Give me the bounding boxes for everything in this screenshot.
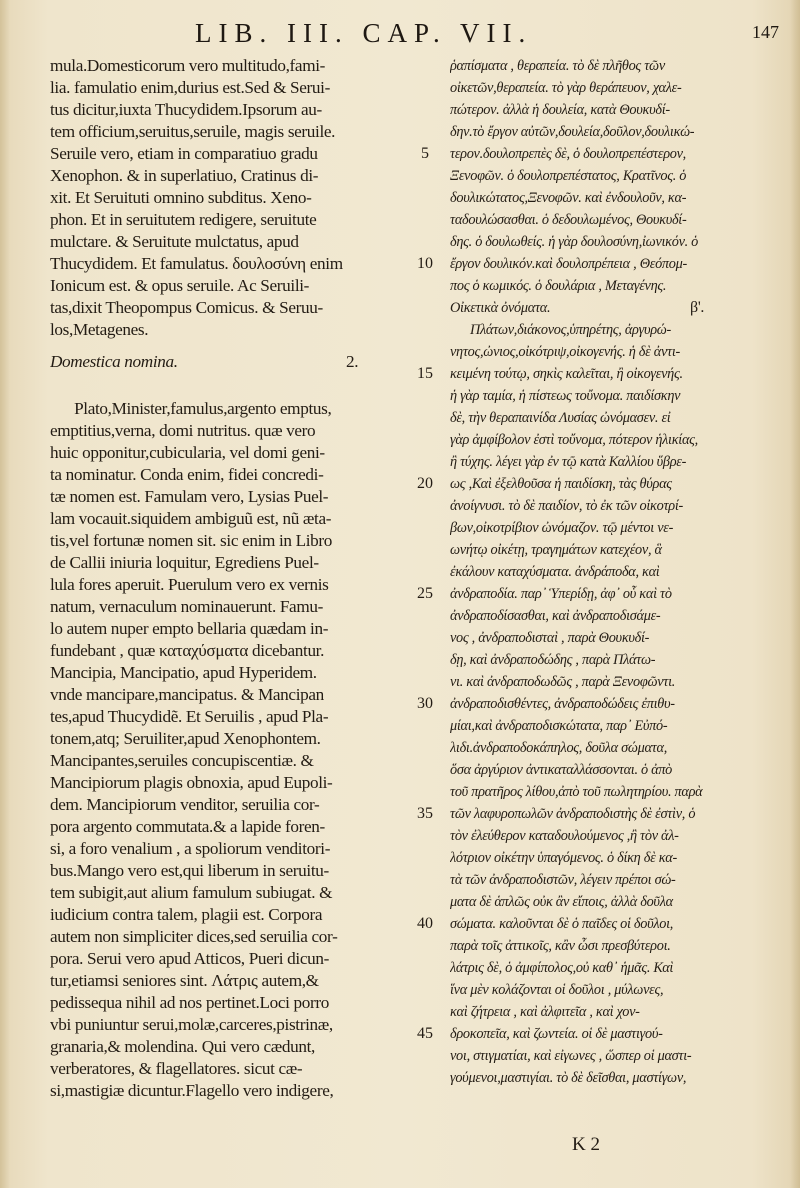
text-line: de Callii iniuria loquitur, Egrediens Puel- [50,553,319,572]
text-line: δροκοπεῖα, καὶ ζωντεία. οἱ δὲ μαστιγού- [450,1026,663,1042]
text-line: ως ,Καὶ ἐξελθοῦσα ἡ παιδίσκη, τὰς θύρας [450,476,672,492]
section-heading [50,351,405,373]
text-line: οἰκετῶν,θεραπεία. τὸ γὰρ θεράπευον, χαλε- [450,80,682,96]
text-line: ἀνδραποδισθέντες, ἀνδραποδώδεις ἐπιθυ- [450,696,675,712]
text-line: σώματα. καλοῦνται δὲ ὁ παῖδες οἱ δοῦλοι, [450,916,674,932]
text-line: natum, vernaculum nominauerunt. Famu- [50,597,323,616]
text-line: dem. Mancipiorum venditor, seruilia cor- [50,795,320,814]
text-line: καὶ ζήτρεια , καὶ ἀλφιτεῖα , καὶ χον- [450,1004,640,1020]
text-line: ἐκάλουν καταχύσματα. ἀνδράποδα, καὶ [450,564,660,580]
text-line: ῥαπίσματα , θεραπεία. τὸ δὲ πλῆθος τῶν [450,58,665,74]
text-line: νος , ἀνδραποδισταὶ , παρὰ Θουκυδί- [450,630,650,646]
text-line: ἵνα μὲν κολάζονται οἱ δοῦλοι , μύλωνες, [450,982,664,998]
text-line: huic opponitur,cubicularia, vel domi geni- [50,443,325,462]
text-line: γὰρ ἀμφίβολον ἐστὶ τοὔνομα, πότερον ἡλικίας, [450,432,698,448]
text-line: ὅσα ἀργύριον ἀντικαταλλάσσονται. ὁ ἀπὸ [450,762,673,778]
text-line: δης. ὁ δουλωθείς. ἡ γὰρ δουλοσύνη,ἰωνικόν. ὁ [450,234,699,250]
text-line: si,mastigiæ dicuntur.Flagello vero indigere, [50,1081,334,1100]
section-number: 2. [346,352,359,371]
text-line: lam vocauit.siquidem ambiguũ est, nũ æta- [50,509,332,528]
text-line: lula fores aperuit. Puerulum vero ex vernis [50,575,329,594]
margin-line-number: 20 [417,475,433,492]
text-line: ταδουλώσασθαι. ὁ δεδουλωμένος, Θουκυδί- [450,212,687,228]
text-line: Plato,Minister,famulus,argento emptus, [74,399,332,418]
section-heading [450,297,750,319]
text-line: lia. famulatio enim,durius est.Sed & Serui- [50,78,330,97]
text-line: tem officium,seruitus,seruile, magis seruile. [50,122,336,141]
text-line: tæ nomen est. Famulam vero, Lysias Puel- [50,487,329,506]
text-line: pedissequa nihil ad nos pertinet.Loci porro [50,993,329,1012]
text-line: ἡ γὰρ ταμία, ἡ πίστεως τοὔνομα. παιδίσκην [450,388,681,404]
text-line: vbi puniuntur serui,molæ,carceres,pistrinæ, [50,1015,333,1034]
text-line: tem subigit,aut alium famulum subiugat. & [50,883,333,902]
text-line: mula.Domesticorum vero multitudo,fami- [50,56,326,75]
text-line: fundebant , quæ καταχύσματα dicebantur. [50,641,325,660]
running-head: LIB. III. CAP. VII. [195,18,533,48]
text-line: ἀνδραποδίσασθαι, καὶ ἀνδραποδισάμε- [450,608,661,624]
text-line: ἢ τύχης. λέγει γὰρ ἐν τῷ κατὰ Καλλίου ὕβρε- [450,454,687,470]
text-line: νι. καὶ ἀνδραποδωδῶς , παρὰ Ξενοφῶντι. [450,674,676,690]
text-line: νοι, στιγματίαι, καὶ εἰγωνες , ὥσπερ οἱ μαστι- [450,1048,692,1064]
text-line: si, a foro venalium , a spoliorum venditori- [50,839,331,858]
text-line: bus.Mango vero est,qui liberum in seruitu- [50,861,329,880]
text-line: τοῦ πρατῆρος λίθου,ἀπὸ τοῦ πωλητηρίου. παρὰ [450,784,703,800]
text-line: Seruile vero, etiam in comparatiuo gradu [50,144,318,163]
section-heading-text: Domestica nomina. [50,352,178,371]
margin-line-number: 25 [417,585,433,602]
text-line: γούμενοι,μαστιγίαι. τὸ δὲ δεῖσθαι, μαστίγων, [450,1070,687,1086]
text-line: pora argento commutata.& a lapide foren- [50,817,325,836]
folio-number: 147 [752,22,779,42]
text-line: emptitius,verna, domi nutritus. quæ vero [50,421,316,440]
text-line: Thucydidem. Et famulatus. δουλοσύνη enim [50,254,343,273]
text-line: Mancipiorum plagis obnoxia, apud Eupoli- [50,773,333,792]
text-line: δὲ, τὴν θεραπαινίδα Λυσίας ὠνόμασεν. εἰ [450,410,671,426]
text-line: νητος,ὠνιος,οἰκότριψ,οἰκογενής. ἡ δὲ ἀντι- [450,344,680,360]
text-line: τῶν λαφυροπωλῶν ἀνδραποδιστὴς δὲ ἐστὶν, ὁ [450,806,696,822]
text-line: λάτρις δὲ, ὁ ἀμφίπολος,οὐ καθ᾽ ἡμᾶς. Καὶ [450,960,674,976]
text-line: πώτερον. ἀλλὰ ἡ δουλεία, κατὰ Θουκυδί- [450,102,670,118]
margin-line-number: 5 [421,145,429,162]
page-edge-right [790,0,800,1188]
text-line: los,Metagenes. [50,320,149,339]
text-line: lo autem nuper empto bellaria quædam in- [50,619,329,638]
text-line: Ionicum est. & opus seruile. Ac Seruili- [50,276,310,295]
text-line: tis,vel fortunæ nomen sit. sic enim in Libro [50,531,333,550]
margin-line-number: 40 [417,915,433,932]
text-line: πος ὁ κωμικός. ὁ δουλάρια , Μεταγένης. [450,278,667,294]
margin-line-number: 30 [417,695,433,712]
text-line: verberatores, & flagellatores. sicut cæ- [50,1059,303,1078]
section-number: β'. [690,299,705,316]
text-line: ἀνοίγνυσι. τὸ δὲ παιδίον, τὸ ἐκ τῶν οἰκοτρί- [450,498,683,514]
text-line: Mancipantes,seruiles concupiscentiæ. & [50,751,314,770]
text-line: ἔργον δουλικόν.καὶ δουλοπρέπεια , Θεόπομ- [450,256,687,272]
text-line: pora. Serui vero apud Atticos, Pueri dicun- [50,949,329,968]
text-line: λότριον οἰκέτην ὑπαγόμενος. ὁ δίκη δὲ κα- [450,850,677,866]
text-line: παρὰ τοῖς ἀττικοῖς, κἂν ὦσι πρεσβύτεροι. [450,938,671,954]
text-line: τερον.δουλοπρεπὲς δὲ, ὁ δουλοπρεπέστερον, [450,146,686,162]
text-line: δουλικώτατος,Ξενοφῶν. καὶ ἐνδουλοῦν, κα- [450,190,687,206]
text-line: δῃ, καὶ ἀνδραποδώδης , παρὰ Πλάτω- [450,652,656,668]
text-line: tur,etiamsi seniores sint. Λάτρις autem,& [50,971,319,990]
page-edge-left [0,0,10,1188]
text-line: κειμένη τούτῳ, σηκὶς καλεῖται, ἢ οἰκογενής. [450,366,683,382]
text-line: Πλάτων,διάκονος,ὑπηρέτης, ἀργυρώ- [470,322,671,338]
text-line: ματα δὲ ἁπλῶς οὐκ ἂν εἴποις, ἀλλὰ δοῦλα [450,894,673,910]
text-line: phon. Et in seruitutem redigere, seruitute [50,210,317,229]
text-line: autem non simpliciter dices,sed seruilia cor- [50,927,338,946]
text-line: granaria,& molendina. Qui vero cædunt, [50,1037,315,1056]
text-line: vnde mancipare,mancipatus. & Mancipan [50,685,324,704]
signature-mark: K 2 [572,1134,600,1155]
text-line: tes,apud Thucydidẽ. Et Seruilis , apud Pla- [50,707,329,726]
text-line: ωνήτῳ οἰκέτῃ, τραγημάτων κατεχέον, ἃ [450,542,662,558]
text-line: τὰ τῶν ἀνδραποδιστῶν, λέγειν πρέποι σώ- [450,872,676,888]
text-line: Xenophon. & in superlatiuo, Cratinus di- [50,166,319,185]
text-line: iudicium contra talem, plagii est. Corpora [50,905,323,924]
text-line: tas,dixit Theopompus Comicus. & Seruu- [50,298,323,317]
line-number-gutter [405,55,445,1155]
text-line: μίαι,καὶ ἀνδραποδισκώτατα, παρ᾽ Εὐπό- [450,718,668,734]
text-line: tus dicitur,iuxta Thucydidem.Ipsorum au- [50,100,322,119]
text-line: ta nominatur. Conda enim, fidei concredi- [50,465,324,484]
margin-line-number: 15 [417,365,433,382]
margin-line-number: 10 [417,255,433,272]
text-line: tonem,atq; Seruiliter,apud Xenophontem. [50,729,321,748]
margin-line-number: 35 [417,805,433,822]
text-line: δην.τὸ ἔργον αὐτῶν,δουλεία,δοῦλον,δουλικώ- [450,124,695,140]
margin-line-number: 45 [417,1025,433,1042]
text-line: βων,οἰκοτρίβιον ὠνόμαζον. τῷ μέντοι νε- [450,520,674,536]
section-heading-text: Οἰκετικὰ ὀνόματα. [450,300,551,316]
text-line: xit. Et Seruituti omnino subditus. Xeno- [50,188,312,207]
text-line: Ξενοφῶν. ὁ δουλοπρεπέστατος, Κρατῖνος. ὁ [450,168,687,184]
text-line: λιδι.ἀνδραποδοκάπηλος, δοῦλα σώματα, [450,740,667,756]
text-line: Mancipia, Mancipatio, apud Hyperidem. [50,663,317,682]
text-line: τὸν ἐλεύθερον καταδουλούμενος ,ἢ τὸν ἀλ- [450,828,679,844]
text-line: mulctare. & Seruitute mulctatus, apud [50,232,299,251]
text-line: ἀνδραποδία. παρ᾽ Ὑπερίδῃ, ἀφ᾽ οὗ καὶ τὸ [450,586,672,602]
